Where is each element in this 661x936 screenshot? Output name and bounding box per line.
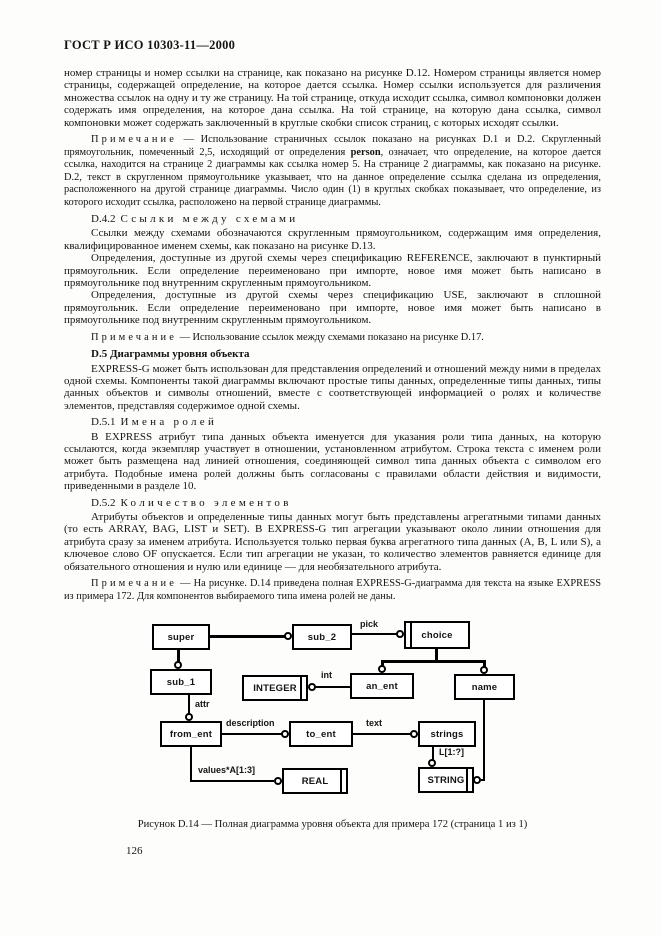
section-number: D.5.1 <box>91 416 116 429</box>
type-label: INTEGER <box>253 682 297 694</box>
connector-circle <box>473 776 481 784</box>
entity-box-toent <box>289 721 353 747</box>
paragraph: Атрибуты объектов и определенные типы данных могут быть представлены агрегатными типами данных (то есть ARRAY, BAG, LIST и SET). В EXPRESS-G тип агрегации указывают около линии отношения для атрибута сразу за именем атрибута. Используется только первая буква агрегатного типа данных (A, B, L или S), а ключевое слово OF опускается. Если тип агрегации не указан, то количество элементов равняется единице для обязательного отношения и нулю или единице — для необязательного атрибута. <box>64 511 601 573</box>
note-text: , означает, что определение, на которое дается ссылка, находится на странице 2 диаграммы как ссылка номер 5. На странице 2 диаграммы, как показано на рисунке. D.2, текст в скругленном прямоугольнике указывает, что на данное определение ссылка сделана из определения, расположенного на другой странице диаграммы. Число один (1) в круглых скобках показывает, что определение, из которого исходит ссылка, расположено на первой странице диаграммы. <box>64 146 601 208</box>
entity-box-froment <box>160 721 222 747</box>
section-title: Ссылки между схемами <box>120 213 299 226</box>
entity-box-sub2 <box>292 624 352 650</box>
attr-line-name-string-h <box>481 779 485 781</box>
section-heading-d442 <box>64 213 601 225</box>
entity-box-anent <box>350 673 414 699</box>
connector-circle <box>308 683 316 691</box>
figure-caption: Рисунок D.14 — Полная диаграмма уровня объекта для примера 172 (страница 1 из 1) <box>137 819 528 831</box>
select-line-choice-branch <box>381 660 486 663</box>
attr-line-name-string-v <box>483 700 485 781</box>
connector-circle <box>410 730 418 738</box>
defined-type-box-strings <box>418 721 476 747</box>
paragraph: Определения, доступные из другой схемы через спецификацию USE, заключают в сплошной прямоугольник. Если определение переименовано при импорте, новое имя может быть написано в прямоугольнике под внутренним скругленным прямоугольником. <box>64 289 601 327</box>
aggregation-label-list: L[1:?] <box>439 747 464 758</box>
entity-label: sub_1 <box>166 676 196 688</box>
simple-type-box-string <box>418 767 474 793</box>
defined-type-box-name <box>454 674 515 700</box>
note-text: — Использование ссылок между схемами показано на рисунке D.17. <box>176 331 484 343</box>
connector-circle <box>185 713 193 721</box>
connector-circle <box>281 730 289 738</box>
section-title: Количество элементов <box>120 496 292 509</box>
attr-line-sub1-froment <box>188 695 190 714</box>
aggregation-label-values: values*A[1:3] <box>198 765 256 776</box>
note-label: Примечание <box>91 134 177 146</box>
role-label-pick: pick <box>360 619 379 630</box>
role-label-text: text <box>366 718 383 729</box>
connector-circle <box>378 665 386 673</box>
section-number: D.5.2 <box>91 496 116 509</box>
entity-box-sub1 <box>150 669 212 695</box>
note-schema-refs <box>64 332 601 345</box>
paragraph: Определения, доступные из другой схемы через спецификацию REFERENCE, заключают в пунктирный прямоугольник. Если определение переименовано при импорте, новое имя может быть написано в прямоугольнике под внутренним скругленным прямоугольником. <box>64 252 601 290</box>
role-label-description: description <box>226 718 275 729</box>
supertype-line-super-sub2 <box>210 635 286 638</box>
section-title: Имена ролей <box>120 416 218 429</box>
type-label: strings <box>430 728 464 740</box>
standard-number-header: ГОСТ Р ИСО 10303-11—2000 <box>64 38 236 52</box>
attr-line-froment-real-h <box>190 780 274 782</box>
attr-line-froment-toent <box>222 733 282 735</box>
type-label: name <box>471 681 498 693</box>
note-label: Примечание <box>91 331 177 343</box>
page-number: 126 <box>126 845 143 858</box>
role-label-attr: attr <box>195 699 210 710</box>
paragraph: EXPRESS-G может быть использован для представления определений и отношений между ними в пределах одной схемы. Компоненты такой диаграммы включают простые типы данных, определенные типы данных, типы данных объектов и символы отношений, вместе с соответствующей информацией о ролях и количестве элементов, представляя содержимое одной схемы. <box>64 362 601 412</box>
attr-line-anent-integer <box>315 686 350 688</box>
connector-circle <box>284 632 292 640</box>
entity-box-super <box>152 624 210 650</box>
section-heading-d5: D.5 Диаграммы уровня объекта <box>91 348 250 361</box>
section-number: D.4.2 <box>91 213 116 226</box>
connector-circle <box>174 661 182 669</box>
paragraph: Ссылки между схемами обозначаются скругленным прямоугольником, содержащим имя определения, квалифицированное именем схемы, как показано на рисунке D.13. <box>64 227 601 252</box>
note-page-refs <box>64 134 601 209</box>
type-label: STRING <box>427 774 465 786</box>
keyword-person: person <box>350 146 381 158</box>
select-type-box-choice <box>404 621 470 649</box>
entity-label: choice <box>421 629 453 641</box>
attr-line-toent-strings <box>353 733 411 735</box>
entity-label: sub_2 <box>307 631 337 643</box>
text-column <box>0 53 661 857</box>
entity-label: from_ent <box>169 728 213 740</box>
attr-line-froment-real-v <box>190 747 192 782</box>
express-g-diagram <box>142 617 538 799</box>
paragraph-page-refs: номер страницы и номер ссылки на странице, как показано на рисунке D.12. Номером страницы является номер страницы, содержащей определение, на которое дается ссылка. Номер ссылки используется для различения множества ссылок на одну и ту же страницу. На той странице, откуда исходит ссылка, символ компоновки должен содержать имя определения, на которое дана ссылка. На той странице, на которую дана ссылка, символ компоновки может содержать заключенный в круглые скобки список страниц, с которых исходят ссылки. <box>64 67 601 129</box>
connector-circle <box>396 630 404 638</box>
simple-type-box-real <box>282 768 348 794</box>
section-heading-d451 <box>64 416 601 428</box>
note-label: Примечание <box>91 578 177 590</box>
entity-label: super <box>167 631 195 643</box>
role-label-int: int <box>321 670 332 681</box>
connector-circle <box>480 666 488 674</box>
type-label: REAL <box>301 775 329 787</box>
note-figure-d14 <box>64 578 601 603</box>
note-text: — Использование страничных ссылок показано на рисунках D.1 и D.2. Скругленный прямоугольник, помеченный 2,5, исходящий от определения <box>64 134 601 158</box>
simple-type-box-integer <box>242 675 308 701</box>
attr-line-sub2-choice <box>352 633 398 635</box>
section-heading-d452 <box>64 497 601 509</box>
connector-circle <box>274 777 282 785</box>
entity-label: an_ent <box>366 680 398 692</box>
paragraph: В EXPRESS атрибут типа данных объекта именуется для указания роли типа данных, на которую ссылаются, когда экземпляр участвует в отношении, установленном атрибутом. Строка текста с именем роли может быть размещена над линией отношения, соединяющей символ типа данных объекта с символом его атрибута. Подобные имена ролей должны быть согласованы с правилами области действия и видимости, приведенными в разделе 10. <box>64 430 601 493</box>
connector-circle <box>428 759 436 767</box>
entity-label: to_ent <box>306 728 336 740</box>
note-text: — На рисунке. D.14 приведена полная EXPRESS-G-диаграмма для текста на языке EXPRESS из примера 172. Для компонентов выбираемого типа имена ролей не даны. <box>64 578 601 602</box>
